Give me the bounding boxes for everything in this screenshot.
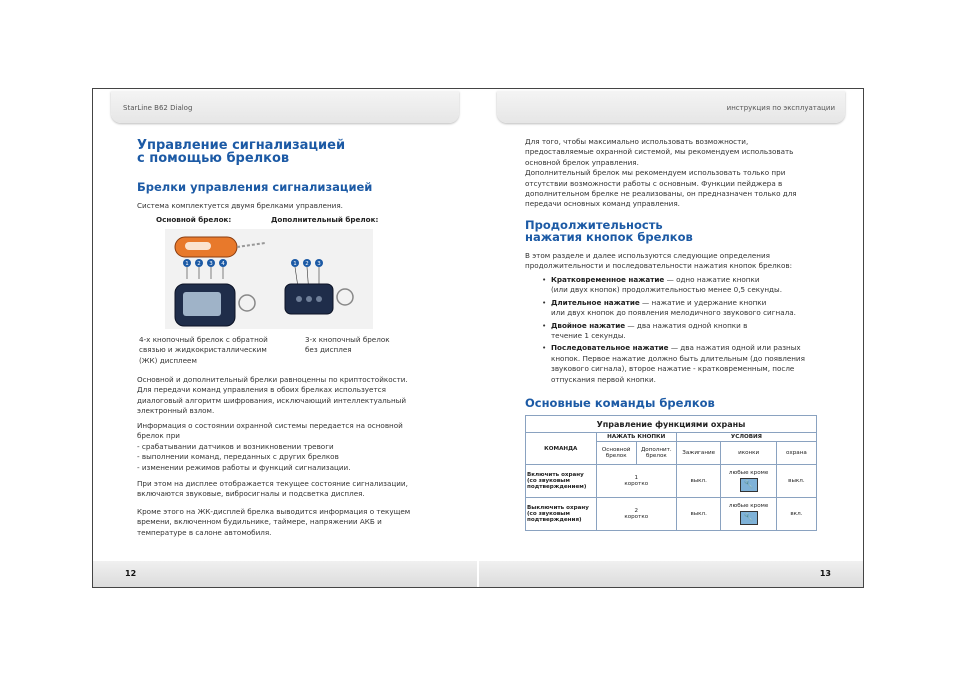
- row-icons: любые кроме 🔧: [721, 465, 776, 498]
- header-conditions: УСЛОВИЯ: [676, 433, 816, 442]
- table-row: [526, 498, 817, 531]
- header-press: НАЖАТЬ КНОПКИ: [596, 433, 676, 442]
- definitions-intro: В этом разделе и далее используются следующие определения продолжительности и последовательности нажатия кнопок брелков:: [525, 251, 793, 271]
- right-page-number: 13: [819, 569, 831, 578]
- row-press: 2 коротко: [596, 498, 676, 531]
- main-keyfob-label: Основной брелок:: [156, 215, 232, 224]
- booklet-spread: [92, 88, 864, 588]
- list-item: • Кратковременное нажатие — одно нажатие кнопки (или двух кнопок) продолжительностью менее 0,5 секунды.: [551, 275, 841, 296]
- status-info-paragraph: Информация о состоянии охранной системы передается на основной брелок при - срабатывании датчиков и возникновении тревоги - выполнении команд, переданных с других брелков - изменении режимов работы и функций сигнализации.: [137, 421, 403, 472]
- left-footer: [93, 561, 477, 587]
- keyfob-illustration: [165, 229, 373, 329]
- left-header-bar: [111, 91, 459, 123]
- row-guard: вкл.: [776, 498, 816, 531]
- header-guard: охрана: [776, 442, 816, 465]
- display-paragraph: При этом на дисплее отображается текущее состояние сигнализации, включаются звуковые, вибросигналы и подсветка дисплея.: [137, 479, 408, 499]
- crypto-paragraph: Основной и дополнительный брелки равноценны по криптостойкости. Для передачи команд управления в обоих брелках используется диалоговый алгоритм шифрования, исключающий интеллектуальный электронный взлом.: [137, 375, 408, 416]
- row-ignition: выкл.: [676, 498, 721, 531]
- extra-keyfob-label: Дополнительный брелок:: [271, 215, 379, 224]
- row-icons: любые кроме 🔧: [721, 498, 776, 531]
- svg-text:1: 1: [293, 261, 297, 267]
- left-page-number: 12: [125, 569, 137, 578]
- commands-table: [525, 415, 817, 531]
- header-main-keyfob: Основной брелок: [596, 442, 636, 465]
- main-btn-number: 2: [197, 261, 201, 267]
- wrench-icon: 🔧: [740, 478, 758, 492]
- section-title-press-duration: Продолжительность нажатия кнопок брелков: [525, 218, 693, 244]
- page-title: Управление сигнализацией с помощью брелков: [137, 138, 346, 166]
- section-title-keyfobs: Брелки управления сигнализацией: [137, 180, 373, 194]
- row-command: Включить охрану (со звуковым подтверждением): [526, 465, 597, 498]
- intro-text: Система комплектуется двумя брелками управления.: [137, 201, 343, 210]
- row-ignition: выкл.: [676, 465, 721, 498]
- right-footer: [479, 561, 863, 587]
- main-btn-number: 1: [185, 261, 189, 267]
- list-item: • Двойное нажатие — два нажатия одной кнопки в течение 1 секунды.: [551, 321, 841, 342]
- table-title: Управление функциями охраны: [526, 416, 817, 433]
- header-ignition: Зажигание: [676, 442, 721, 465]
- svg-text:2: 2: [305, 261, 309, 267]
- right-page: [479, 89, 863, 587]
- main-btn-number: 4: [221, 261, 225, 267]
- extra-keyfob-caption: 3-х кнопочный брелок без дисплея: [305, 335, 390, 355]
- right-header-text: инструкция по эксплуатации: [726, 104, 835, 112]
- left-page: [93, 89, 477, 587]
- svg-text:3: 3: [317, 261, 321, 267]
- wrench-icon: 🔧: [740, 511, 758, 525]
- row-guard: выкл.: [776, 465, 816, 498]
- left-header-text: StarLine B62 Dialog: [123, 104, 193, 112]
- header-icons: иконки: [721, 442, 776, 465]
- table-row: [526, 465, 817, 498]
- main-keyfob-caption: 4-х кнопочный брелок с обратной связью и жидкокристаллическим (ЖК) дисплеем: [139, 335, 268, 365]
- row-press: 1 коротко: [596, 465, 676, 498]
- row-command: Выключить охрану (со звуковым подтверждения): [526, 498, 597, 531]
- main-btn-number: 3: [209, 261, 213, 267]
- right-header-bar: [497, 91, 845, 123]
- section-title-commands: Основные команды брелков: [525, 396, 715, 410]
- header-command: КОМАНДА: [526, 433, 597, 465]
- header-extra-keyfob: Дополнит. брелок: [636, 442, 676, 465]
- lcd-info-paragraph: Кроме этого на ЖК-дисплей брелка выводится информация о текущем времени, включенном будильнике, таймере, напряжении АКБ и температуре в салоне автомобиля.: [137, 507, 411, 537]
- recommendation-paragraph: Для того, чтобы максимально использовать возможности, предоставляемые охранной системой, мы рекомендуем использовать основной брелок управления. Дополнительный брелок мы рекомендуем использовать только при отсутствии возможности работы с основным. Функции пейджера в дополнительном брелке не реализованы, он предназначен только для передачи основных команд управления.: [525, 137, 797, 209]
- press-definitions-list: [541, 275, 841, 387]
- list-item: • Последовательное нажатие — два нажатия одной или разных кнопок. Первое нажатие должно быть длительным (до появления звукового сигнала), второе нажатие - кратковременным, после отпускания первой кнопки.: [551, 343, 841, 385]
- list-item: • Длительное нажатие — нажатие и удержание кнопки или двух кнопок до появления мелодичного звукового сигнала.: [551, 298, 841, 319]
